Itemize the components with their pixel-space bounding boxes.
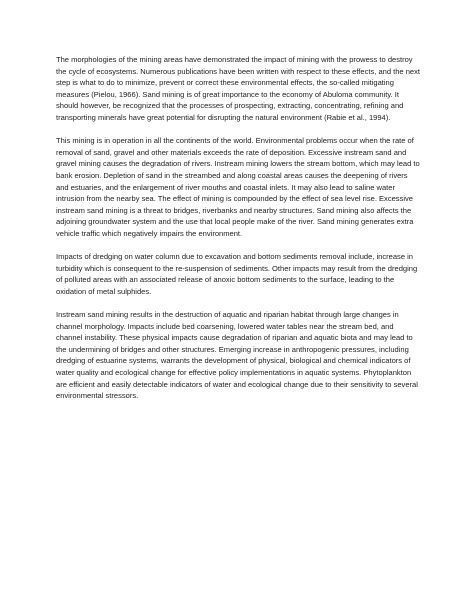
paragraph-1: The morphologies of the mining areas have demonstrated the impact of mining with the prowess to destroy the cycle of ecosystems. Numerous publications have been written with respect to these effects, and the next step is what to do to minimize, prevent or correct these environmental effects, the so-called mitigating measures (Pielou, 1966). Sand mining is of great importance to the economy of Abuloma community. It should however, be recognized that the processes of prospecting, extracting, concentrating, refining and transporting minerals have great potential for disrupting the natural environment (Rabie et al., 1994). [56, 55, 420, 122]
document-body [56, 54, 422, 413]
paragraph-3: Impacts of dredging on water column due to excavation and bottom sediments removal include, increase in turbidity which is consequent to the re-suspension of sediments. Other impacts may result from the dredging of polluted areas with an associated release of anoxic bottom sediments to the surface, leading to the oxidation of metal sulphides. [56, 252, 418, 296]
paragraph-4: Instream sand mining results in the destruction of aquatic and riparian habitat through large changes in channel morphology. Impacts include bed coarsening, lowered water tables near the stream bed, and channel instability. These physical impacts cause degradation of riparian and aquatic biota and may lead to the undermining of bridges and other structures. Emerging increase in anthropogenic pressures, including dredging of estuarine systems, warrants the development of physical, biological and chemical indicators of water quality and ecological change for effective policy implementations in aquatic systems. Phytoplankton are efficient and easily detectable indicators of water and ecological change due to their sensitivity to several environmental stressors. [56, 310, 418, 401]
paragraph-2: This mining is in operation in all the continents of the world. Environmental problems occur when the rate of removal of sand, gravel and other materials exceeds the rate of deposition. Excessive instream sand and gravel mining causes the degradation of rivers. Instream mining lowers the stream bottom, which may lead to bank erosion. Depletion of sand in the streambed and along coastal areas causes the deepening of rivers and estuaries, and the enlargement of river mouths and coastal inlets. It may also lead to saline water intrusion from the nearby sea. The effect of mining is compounded by the effect of sea level rise. Excessive instream sand mining is a threat to bridges, riverbanks and nearby structures. Sand mining also affects the adjoining groundwater system and the use that local people make of the river. Sand mining generates extra vehicle traffic which negatively impairs the environment. [56, 136, 420, 238]
